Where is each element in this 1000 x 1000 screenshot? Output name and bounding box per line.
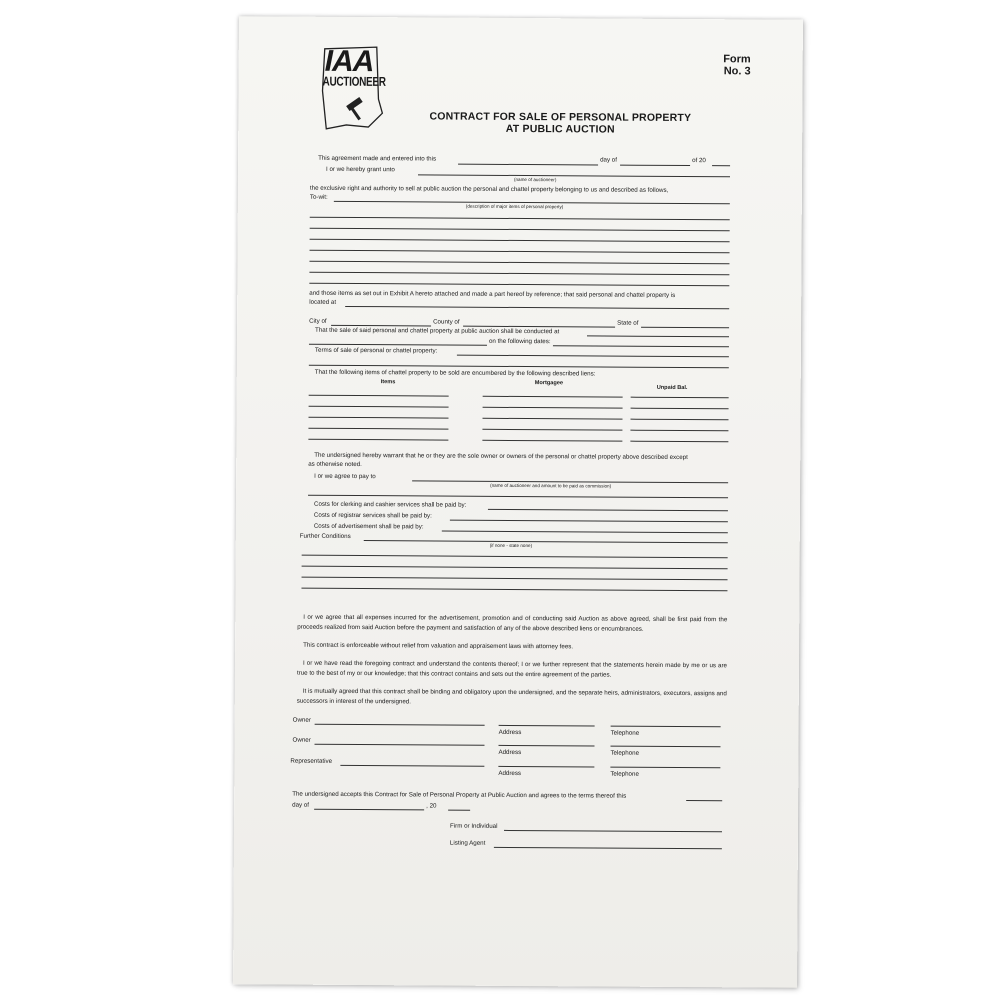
logo-iaa-text: IAA <box>324 44 374 79</box>
conducted-text: That the sale of said personal and chattel property at public auction shall be conducted at <box>315 326 560 336</box>
intro-made: This agreement made and entered into this <box>318 154 437 163</box>
owner-1-telephone-line[interactable] <box>611 726 721 728</box>
contract-title-line1: CONTRACT FOR SALE OF PERSONAL PROPERTY <box>429 110 692 125</box>
further-line-5[interactable] <box>301 588 727 592</box>
description-line-6[interactable] <box>309 272 729 276</box>
accept-day-of: day of <box>292 801 310 809</box>
clerking-label: Costs for clerking and cashier services shall be paid by: <box>313 500 467 509</box>
registrar-line[interactable] <box>450 520 728 523</box>
intro-of-20: of 20 <box>692 157 706 165</box>
clerking-line[interactable] <box>488 509 728 511</box>
representative-line[interactable] <box>340 765 484 767</box>
advertisement-line[interactable] <box>442 531 728 534</box>
accept-date-line[interactable] <box>686 800 722 801</box>
further-line-2[interactable] <box>302 555 728 559</box>
intro-agreement-line[interactable] <box>458 164 598 166</box>
dates-leading-line[interactable] <box>309 344 487 346</box>
lien-item-line[interactable] <box>309 395 449 397</box>
representative-address-line[interactable] <box>498 766 594 768</box>
further-caption: (if none - state none) <box>489 542 533 549</box>
registrar-label: Costs of registrar services shall be paid by: <box>313 511 432 520</box>
telephone-label-2: Telephone <box>610 749 640 757</box>
lien-unpaid-line[interactable] <box>631 419 729 421</box>
clause-read: I or we have read the foregoing contract and understand the contents thereof; I or we further represent that the statements herein made by me or us are true to the best of my or our knowledge; that this contract contains and sets out the entire agreement of the parties. <box>296 659 728 679</box>
address-label-3: Address <box>498 769 522 778</box>
owner-2-telephone-line[interactable] <box>611 746 721 748</box>
owner-2-line[interactable] <box>315 744 485 746</box>
state-label: State of <box>617 319 639 327</box>
lien-item-line[interactable] <box>308 428 448 430</box>
conducted-at-line[interactable] <box>587 335 729 337</box>
logo-auctioneer-text: AUCTIONEER <box>322 75 386 90</box>
clause-binding: It is mutually agreed that this contract shall be binding and obligatory upon the undersigned, and the separate heirs, administrators, executors, assigns and successors in interest of the undersigned. <box>296 687 727 706</box>
description-line-7[interactable] <box>309 283 729 287</box>
lien-mortgagee-line[interactable] <box>483 396 623 398</box>
description-line-2[interactable] <box>310 228 730 232</box>
lien-unpaid-line[interactable] <box>631 397 729 399</box>
warrant-text-1: The undersigned hereby warrant that he or they are the sole owner or owners of the personal or chattel property above described except <box>314 451 688 462</box>
auctioneer-name-caption: (name of auctioneer) <box>513 176 557 183</box>
auctioneer-name-line[interactable] <box>418 174 730 177</box>
intro-grant: I or we hereby grant unto <box>326 165 395 174</box>
lien-item-line[interactable] <box>309 417 449 419</box>
liens-intro: That the following items of chattel property to be sold are encumbered by the following described liens: <box>314 368 596 378</box>
dates-label: on the following dates: <box>488 337 551 346</box>
clause-enforceable: This contract is enforceable without relief from valuation and appraisement laws with attorney fees. <box>303 641 574 651</box>
further-label: Further Conditions <box>299 532 351 540</box>
firm-line[interactable] <box>504 830 722 832</box>
warrant-text-2: as otherwise noted. <box>308 460 362 469</box>
lien-mortgagee-line[interactable] <box>483 407 623 409</box>
lien-mortgagee-line[interactable] <box>482 440 622 442</box>
description-line-5[interactable] <box>309 261 729 265</box>
state-line[interactable] <box>641 327 729 329</box>
pay-label: I or we agree to pay to <box>314 472 376 481</box>
form-label: Form <box>723 53 751 66</box>
terms-line[interactable] <box>457 355 729 358</box>
further-line-4[interactable] <box>302 577 728 581</box>
accept-text: The undersigned accepts this Contract for Sale of Personal Property at Public Auction and agrees to the terms thereof this <box>292 790 627 800</box>
representative-label: Representative <box>290 757 333 765</box>
liens-col-mortgagee: Mortgagee <box>534 380 564 387</box>
lien-unpaid-line[interactable] <box>630 430 728 432</box>
form-number <box>723 53 751 77</box>
lien-item-line[interactable] <box>309 406 449 408</box>
city-label: City of <box>309 317 327 325</box>
contract-sheet <box>233 16 803 987</box>
lien-unpaid-line[interactable] <box>630 441 728 443</box>
intro-year-line[interactable] <box>712 165 730 166</box>
lien-mortgagee-line[interactable] <box>482 429 622 431</box>
accept-year: , 20 <box>426 802 437 810</box>
terms-label: Terms of sale of personal or chattel property: <box>314 346 438 355</box>
pay-line-2[interactable] <box>308 495 728 499</box>
address-label-1: Address <box>498 728 522 737</box>
agent-label: Listing Agent <box>449 839 486 847</box>
owner-1-address-line[interactable] <box>499 725 595 727</box>
description-line-4[interactable] <box>310 250 730 254</box>
form-number-value: No. 3 <box>723 65 751 78</box>
pay-caption: (name of auctioneer and amount to be paid as commission) <box>490 482 612 489</box>
clause-expenses: I or we agree that all expenses incurred for the advertisement, promotion and of conducting said Auction as above agreed, shall be first paid from the proceeds realized from said Auction before the payment and satisfaction of any of the above described liens or encumbrances. <box>297 613 728 633</box>
located-at-line[interactable] <box>345 306 729 309</box>
description-line-1[interactable] <box>310 217 730 221</box>
dates-line[interactable] <box>553 345 729 347</box>
lien-mortgagee-line[interactable] <box>483 418 623 420</box>
owner-2-label: Owner <box>292 736 311 744</box>
representative-telephone-line[interactable] <box>610 767 720 769</box>
intro-exclusive: the exclusive right and authority to sell at public auction the personal and chattel property belonging to us and described as follows, <box>309 184 669 194</box>
description-caption: (description of major items of personal property) <box>465 203 564 210</box>
contract-title-line2: AT PUBLIC AUCTION <box>505 122 615 136</box>
intro-to-wit: To-wit: <box>309 193 328 201</box>
further-line-3[interactable] <box>302 566 728 570</box>
address-label-2: Address <box>498 748 522 757</box>
intro-day-line[interactable] <box>620 165 690 166</box>
county-label: County of <box>433 318 460 326</box>
owner-1-label: Owner <box>292 716 311 724</box>
lien-item-line[interactable] <box>308 439 448 441</box>
exhibit-text: and those items as set out in Exhibit A hereto attached and made a part hereof by reference; that said personal and chattel property is <box>309 289 676 299</box>
terms-line-2[interactable] <box>309 365 729 369</box>
firm-label: Firm or Individual <box>449 822 498 830</box>
telephone-label-3: Telephone <box>610 770 639 778</box>
liens-col-items: Items <box>380 379 396 386</box>
description-line-3[interactable] <box>310 239 730 243</box>
accept-year-line[interactable] <box>448 810 470 811</box>
accept-day-line[interactable] <box>314 809 424 811</box>
lien-unpaid-line[interactable] <box>631 408 729 410</box>
intro-day-of: day of <box>600 156 617 164</box>
advertisement-label: Costs of advertisement shall be paid by: <box>313 522 424 531</box>
telephone-label-1: Telephone <box>610 729 640 737</box>
further-line[interactable] <box>364 540 728 543</box>
liens-col-unpaid: Unpaid Bal. <box>656 384 688 392</box>
owner-1-line[interactable] <box>315 724 485 726</box>
owner-2-address-line[interactable] <box>499 745 595 747</box>
exhibit-located: located at <box>309 298 337 306</box>
agent-line[interactable] <box>494 847 722 849</box>
